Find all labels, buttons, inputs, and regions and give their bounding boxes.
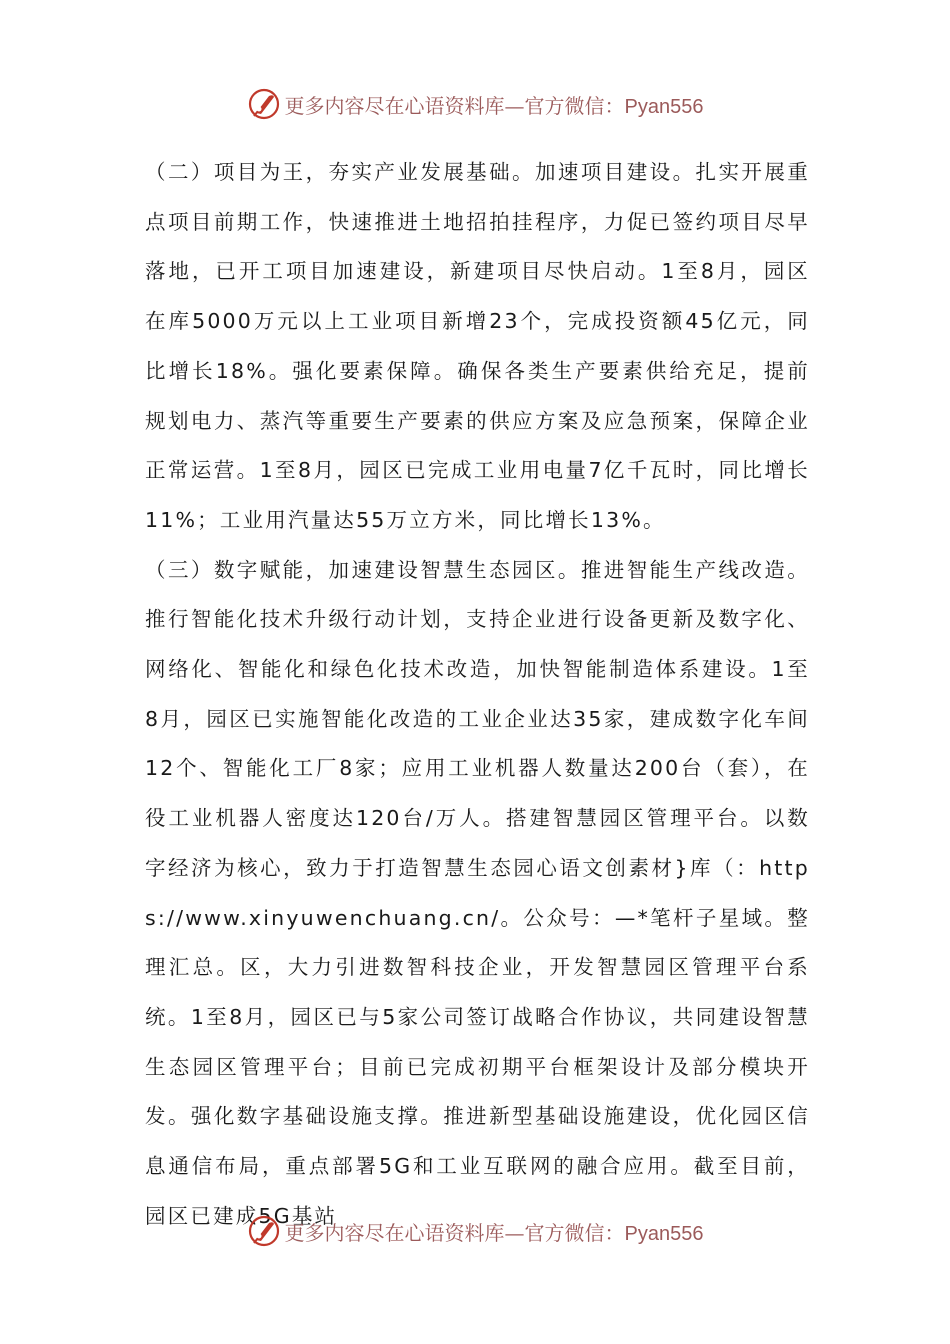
quill-pen-icon	[247, 87, 281, 121]
banner-slogan: 更多内容尽在心语资料库—官方微信：	[284, 93, 625, 118]
footer-banner	[0, 1211, 950, 1251]
banner-text	[285, 90, 704, 119]
wechat-id: Pyan556	[624, 95, 704, 118]
paragraph-project-first: （二）项目为王，夯实产业发展基础。加速项目建设。扎实开展重点项目前期工作，快速推进土地招拍挂程序，力促已签约项目尽早落地，已开工项目加速建设，新建项目尽快启动。1至8月，园区在库5000万元以上工业项目新增23个，完成投资额45亿元，同比增长18%。强化要素保障。确保各类生产要素供给充足，提前规划电力、蒸汽等重要生产要素的供应方案及应急预案，保障企业正常运营。1至8月，园区已完成工业用电量7亿千瓦时，同比增长11%；工业用汽量达55万立方米，同比增长13%。	[145, 160, 810, 532]
paragraph-digital-empowerment: （三）数字赋能，加速建设智慧生态园区。推进智能生产线改造。推行智能化技术升级行动计划，支持企业进行设备更新及数字化、网络化、智能化和绿色化技术改造，加快智能制造体系建设。1至8月，园区已实施智能化改造的工业企业达35家，建成数字化车间12个、智能化工厂8家；应用工业机器人数量达200台（套），在役工业机器人密度达120台/万人。搭建智慧园区管理平台。以数字经济为核心，致力于打造智慧生态园心语文创素材}库（：https://www.xinyuwenchuang.cn/。公众号：—*笔杆子星域。整理汇总。区，大力引进数智科技企业，开发智慧园区管理平台系统。1至8月，园区已与5家公司签订战略合作协议，共同建设智慧生态园区管理平台；目前已完成初期平台框架设计及部分模块开发。强化数字基础设施支撑。推进新型基础设施建设，优化园区信息通信布局，重点部署5G和工业互联网的融合应用。截至目前，园区已建成5G基站	[145, 557, 810, 1228]
banner-text	[285, 1217, 704, 1246]
quill-pen-icon	[247, 1214, 281, 1248]
banner-slogan: 更多内容尽在心语资料库—官方微信：	[284, 1220, 625, 1245]
header-banner	[0, 84, 950, 124]
wechat-id: Pyan556	[624, 1222, 704, 1245]
document-body	[145, 148, 810, 1241]
